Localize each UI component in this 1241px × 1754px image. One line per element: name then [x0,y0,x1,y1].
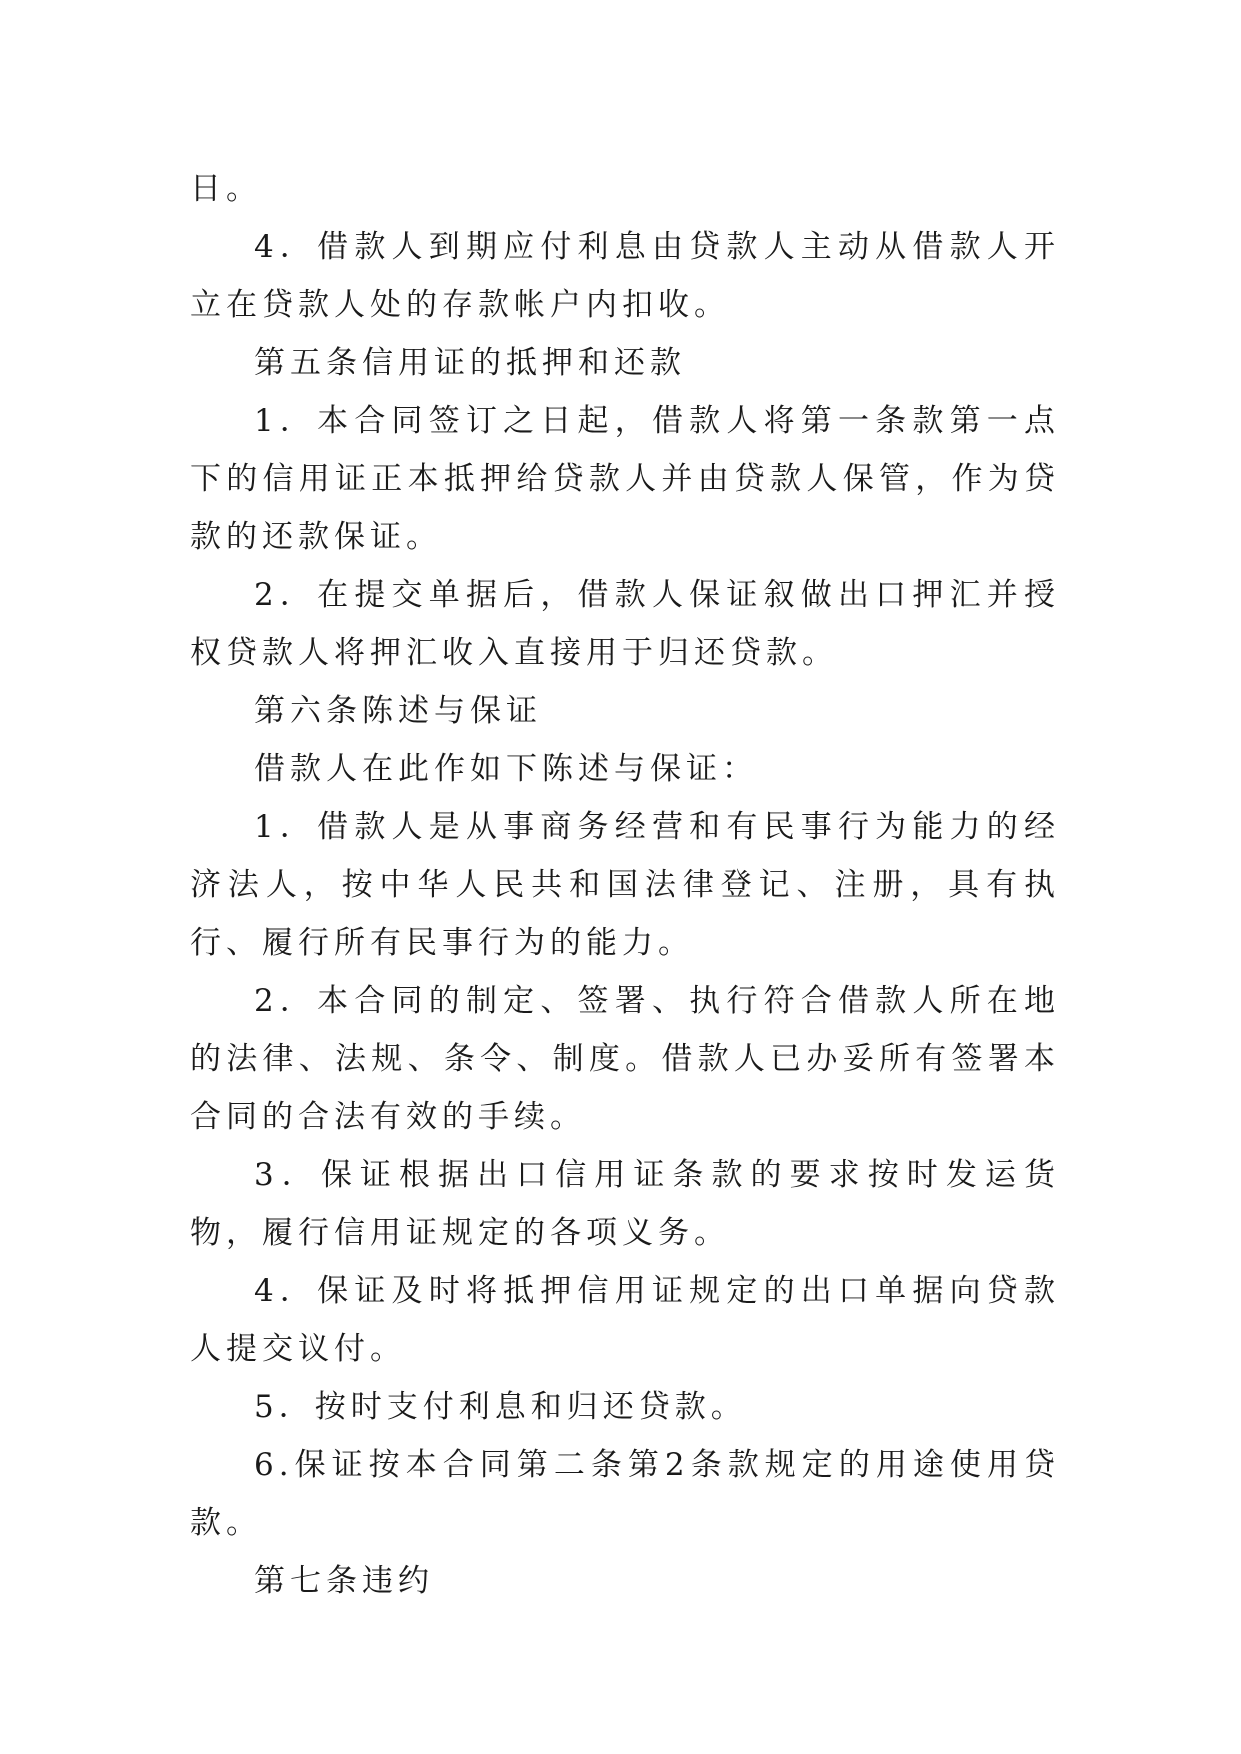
paragraph-export-bill: 2．在提交单据后，借款人保证叙做出口押汇并授权贷款人将押汇收入直接用于归还贷款。 [190,577,1060,671]
paragraph-shipment: 3．保证根据出口信用证条款的要求按时发运货物，履行信用证规定的各项义务。 [190,1157,1060,1251]
paragraph-legal-person: 1．借款人是从事商务经营和有民事行为能力的经济法人，按中华人民共和国法律登记、注册，具有执行、履行所有民事行为的能力。 [190,809,1060,961]
paragraph-compliance: 2．本合同的制定、签署、执行符合借款人所在地的法律、法规、条令、制度。借款人已办妥所有签署本合同的合法有效的手续。 [190,983,1060,1135]
paragraph-repayment: 5．按时支付利息和归还贷款。 [254,1389,747,1425]
paragraph-documents: 4．保证及时将抵押信用证规定的出口单据向贷款人提交议付。 [190,1273,1060,1367]
article-6-heading: 第六条陈述与保证 [254,693,542,729]
paragraph-representations-intro: 借款人在此作如下陈述与保证： [254,751,758,787]
article-7-heading: 第七条违约 [254,1563,434,1599]
paragraph-interest-deduction: 4．借款人到期应付利息由贷款人主动从借款人开立在贷款人处的存款帐户内扣收。 [190,229,1060,323]
document-page [190,160,1060,1610]
paragraph-continuation: 日。 [190,171,262,207]
paragraph-loan-usage: 6.保证按本合同第二条第2条款规定的用途使用贷款。 [190,1447,1060,1541]
article-5-heading: 第五条信用证的抵押和还款 [254,345,686,381]
paragraph-lc-pledge: 1．本合同签订之日起，借款人将第一条款第一点下的信用证正本抵押给贷款人并由贷款人保管，作为贷款的还款保证。 [190,403,1060,555]
